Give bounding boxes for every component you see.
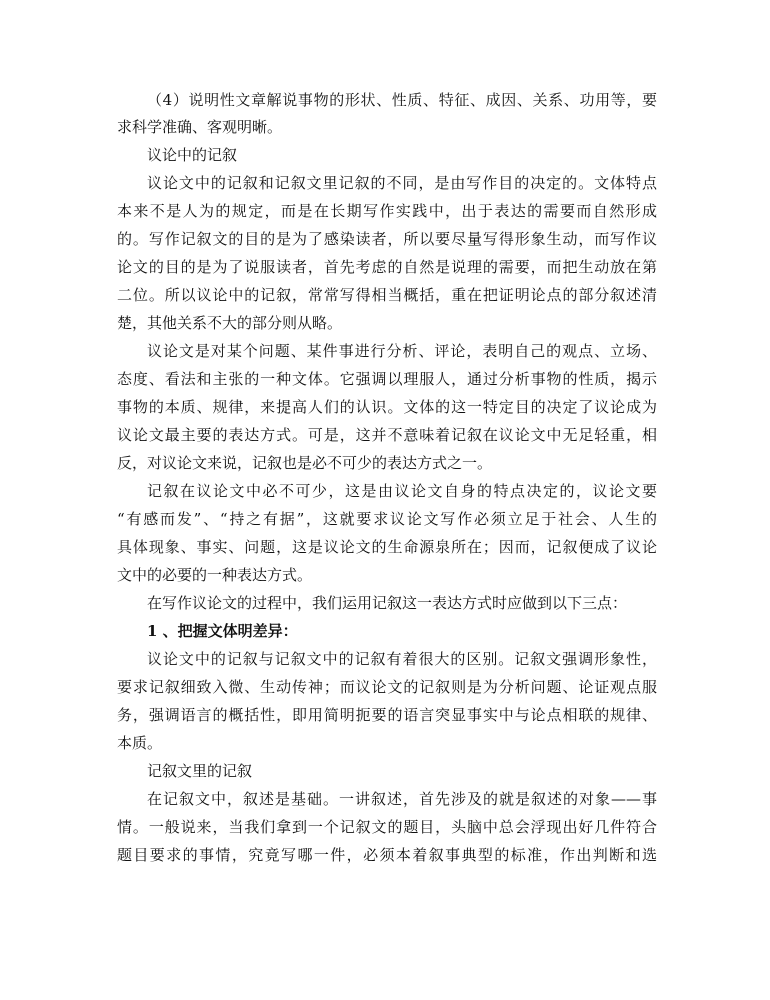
- paragraph-line: 具体现象、事实、问题，这是议论文的生命源泉所在；因而，记叙便成了议论: [117, 538, 657, 556]
- paragraph-line: 情。一般说来，当我们拿到一个记叙文的题目，头脑中总会浮现出好几件符合: [117, 818, 657, 836]
- paragraph-line: 议论文中的记叙与记叙文中的记叙有着很大的区别。记叙文强调形象性，: [147, 650, 657, 668]
- paragraph-line: 楚，其他关系不大的部分则从略。: [117, 314, 343, 332]
- paragraph-line: （4）说明性文章解说事物的形状、性质、特征、成因、关系、功用等，要: [147, 91, 657, 109]
- paragraph-line: 记叙在议论文中必不可少，这是由议论文自身的特点决定的，议论文要: [147, 482, 657, 500]
- paragraph-line: 题目要求的事情，究竟写哪一件，必须本着叙事典型的标准，作出判断和选: [117, 846, 657, 864]
- paragraph-line: 在写作议论文的过程中，我们运用记叙这一表达方式时应做到以下三点：: [147, 594, 628, 612]
- paragraph-line: 在记叙文中，叙述是基础。一讲叙述，首先涉及的就是叙述的对象——事: [147, 790, 657, 808]
- paragraph-line: 论文的目的是为了说服读者，首先考虑的自然是说理的需要，而把生动放在第: [117, 258, 657, 276]
- paragraph-line: “有感而发”、“持之有据”，这就要求议论文写作必须立足于社会、人生的: [117, 510, 657, 528]
- paragraph-line: 文中的必要的一种表达方式。: [117, 566, 313, 584]
- paragraph-line: 二位。所以议论中的记叙，常常写得相当概括，重在把证明论点的部分叙述清: [117, 286, 657, 304]
- paragraph-line: 议论文中的记叙和记叙文里记叙的不同，是由写作目的决定的。文体特点: [147, 174, 657, 192]
- section-heading: 记叙文里的记叙: [147, 762, 253, 780]
- paragraph-line: 的。写作记叙文的目的是为了感染读者，所以要尽量写得形象生动，而写作议: [117, 230, 657, 248]
- paragraph-line: 务，强调语言的概括性，即用简明扼要的语言突显事实中与论点相联的规律、: [117, 706, 657, 724]
- paragraph-line: 议论文最主要的表达方式。可是，这并不意味着记叙在议论文中无足轻重，相: [117, 426, 657, 444]
- paragraph-line: 本质。: [117, 734, 163, 752]
- paragraph-line: 事物的本质、规律，来提高人们的认识。文体的这一特定目的决定了议论成为: [117, 398, 657, 416]
- paragraph-line: 反，对议论文来说，记叙也是必不可少的表达方式之一。: [117, 454, 493, 472]
- numbered-heading: 1 、把握文体明差异：: [147, 622, 298, 640]
- paragraph-line: 求科学准确、客观明晰。: [117, 118, 283, 136]
- paragraph-line: 议论文是对某个问题、某件事进行分析、评论，表明自己的观点、立场、: [147, 342, 657, 360]
- paragraph-line: 要求记叙细致入微、生动传神；而议论文的记叙则是为分析问题、论证观点服: [117, 678, 657, 696]
- section-heading: 议论中的记叙: [147, 146, 238, 164]
- paragraph-line: 态度、看法和主张的一种文体。它强调以理服人，通过分析事物的性质，揭示: [117, 370, 657, 388]
- paragraph-line: 本来不是人为的规定，而是在长期写作实践中，出于表达的需要而自然形成: [117, 202, 657, 220]
